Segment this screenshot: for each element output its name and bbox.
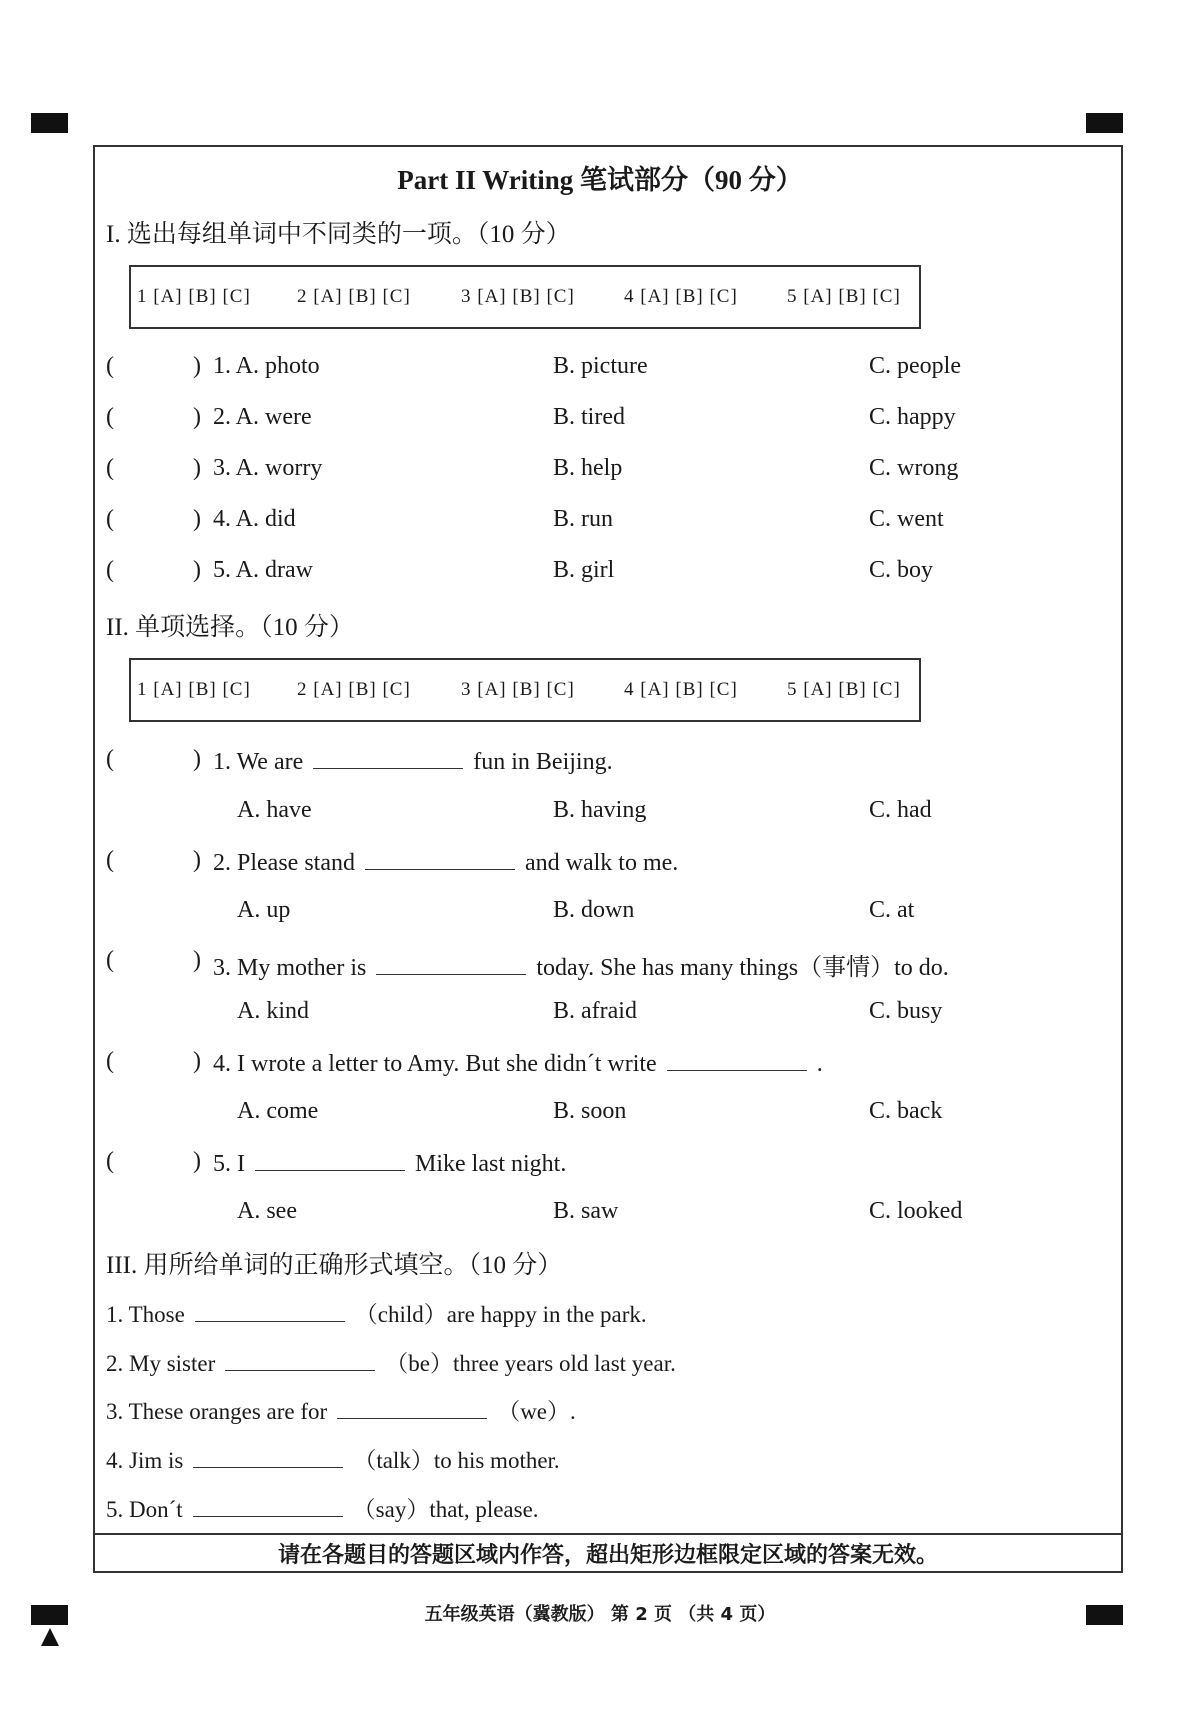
stem-before: 1. We are xyxy=(213,749,304,775)
option-b: B. saw xyxy=(553,1198,619,1224)
question-stem xyxy=(213,1148,566,1178)
fill-before: 5. Don´t xyxy=(106,1497,183,1522)
stem-after: and walk to me. xyxy=(524,850,679,876)
stem-after: . xyxy=(816,1051,823,1077)
answer-paren-open[interactable]: ( xyxy=(106,1148,114,1174)
section2-question xyxy=(0,847,1200,881)
section1-question xyxy=(0,557,1200,591)
stem-before: 2. Please stand xyxy=(213,850,355,876)
option-c: C. at xyxy=(869,897,915,923)
option-a: 2. A. were xyxy=(213,404,312,430)
answer-area-notice: 请在各题目的答题区域内作答，超出矩形边框限定区域的答案无效。 xyxy=(277,1543,938,1568)
options-row xyxy=(0,797,1200,831)
option-b: B. run xyxy=(553,506,613,532)
page-title: Part II Writing 笔试部分（90 分） xyxy=(397,165,803,195)
option-b: B. afraid xyxy=(553,998,637,1024)
fill-item xyxy=(106,1296,647,1329)
section1-question xyxy=(0,404,1200,438)
question-stem xyxy=(213,746,613,776)
fill-after: （we）. xyxy=(497,1399,576,1424)
fill-after: （say）that, please. xyxy=(352,1497,539,1522)
answer-sheet-cell[interactable]: 2 [A] [B] [C] xyxy=(297,679,411,700)
option-b: B. down xyxy=(553,897,635,923)
option-a: A. see xyxy=(237,1198,297,1224)
option-c: C. went xyxy=(869,506,944,532)
answer-blank[interactable] xyxy=(313,746,463,769)
answer-paren-close: ) xyxy=(193,506,201,532)
fill-after: （be）three years old last year. xyxy=(385,1351,676,1376)
section1-title: I. 选出每组单词中不同类的一项。（10 分） xyxy=(106,221,571,248)
answer-paren-close: ) xyxy=(193,746,201,772)
option-c: C. had xyxy=(869,797,932,823)
options-row xyxy=(0,897,1200,931)
answer-sheet-cell[interactable]: 1 [A] [B] [C] xyxy=(137,679,251,700)
stem-before: 4. I wrote a letter to Amy. But she didn´t write xyxy=(213,1051,657,1077)
answer-blank[interactable] xyxy=(193,1494,343,1517)
answer-blank[interactable] xyxy=(337,1396,487,1419)
answer-paren-close: ) xyxy=(193,455,201,481)
answer-paren-open[interactable]: ( xyxy=(106,506,114,532)
option-c: C. busy xyxy=(869,998,943,1024)
answer-blank[interactable] xyxy=(667,1048,807,1071)
option-a: A. have xyxy=(237,797,312,823)
answer-blank[interactable] xyxy=(255,1148,405,1171)
answer-blank[interactable] xyxy=(193,1445,343,1468)
option-c: C. boy xyxy=(869,557,934,583)
option-c: C. people xyxy=(869,353,961,379)
question-stem xyxy=(213,947,949,982)
option-a: 5. A. draw xyxy=(213,557,313,583)
fill-before: 2. My sister xyxy=(106,1351,216,1376)
answer-blank[interactable] xyxy=(195,1299,345,1322)
section2-question xyxy=(0,1148,1200,1182)
answer-paren-open[interactable]: ( xyxy=(106,847,114,873)
option-a: A. come xyxy=(237,1098,319,1124)
stem-after: Mike last night. xyxy=(415,1151,567,1177)
fill-item xyxy=(106,1345,676,1378)
stem-after: fun in Beijing. xyxy=(473,749,613,775)
section2-title: II. 单项选择。（10 分） xyxy=(106,614,354,641)
answer-paren-open[interactable]: ( xyxy=(106,455,114,481)
answer-paren-close: ) xyxy=(193,947,201,973)
section2-question xyxy=(0,1048,1200,1082)
answer-paren-open[interactable]: ( xyxy=(106,353,114,379)
option-c: C. happy xyxy=(869,404,956,430)
frame-divider xyxy=(93,1533,1123,1535)
answer-sheet-cell[interactable]: 2 [A] [B] [C] xyxy=(297,286,411,307)
question-stem xyxy=(213,847,678,877)
fill-before: 1. Those xyxy=(106,1302,185,1327)
answer-paren-close: ) xyxy=(193,847,201,873)
answer-paren-open[interactable]: ( xyxy=(106,746,114,772)
answer-sheet-cell[interactable]: 4 [A] [B] [C] xyxy=(624,679,738,700)
answer-paren-close: ) xyxy=(193,1148,201,1174)
answer-blank[interactable] xyxy=(376,952,526,975)
answer-paren-open[interactable]: ( xyxy=(106,1048,114,1074)
registration-mark-top-left xyxy=(31,113,68,133)
section1-question xyxy=(0,455,1200,489)
section1-question xyxy=(0,353,1200,387)
section2-answer-sheet xyxy=(129,658,921,722)
option-c: C. looked xyxy=(869,1198,963,1224)
answer-paren-close: ) xyxy=(193,353,201,379)
answer-sheet-cell[interactable]: 3 [A] [B] [C] xyxy=(461,286,575,307)
fill-before: 3. These oranges are for xyxy=(106,1399,328,1424)
option-b: B. having xyxy=(553,797,647,823)
answer-paren-open[interactable]: ( xyxy=(106,404,114,430)
options-row xyxy=(0,1098,1200,1132)
answer-sheet-cell[interactable]: 4 [A] [B] [C] xyxy=(624,286,738,307)
answer-sheet-cell[interactable]: 1 [A] [B] [C] xyxy=(137,286,251,307)
stem-before: 3. My mother is xyxy=(213,955,367,981)
option-a: A. up xyxy=(237,897,291,923)
fill-after: （talk）to his mother. xyxy=(353,1448,560,1473)
answer-blank[interactable] xyxy=(225,1348,375,1371)
section2-question xyxy=(0,746,1200,780)
option-b: B. soon xyxy=(553,1098,627,1124)
options-row xyxy=(0,998,1200,1032)
answer-sheet-cell[interactable]: 5 [A] [B] [C] xyxy=(787,679,901,700)
answer-paren-open[interactable]: ( xyxy=(106,557,114,583)
options-row xyxy=(0,1198,1200,1232)
option-b: B. girl xyxy=(553,557,615,583)
page-footer: 五年级英语（冀教版） 第 2 页 （共 4 页） xyxy=(424,1604,776,1625)
stem-after: today. She has many things（事情）to do. xyxy=(536,955,949,981)
answer-paren-close: ) xyxy=(193,1048,201,1074)
option-c: C. back xyxy=(869,1098,943,1124)
fill-item xyxy=(106,1442,560,1475)
registration-mark-top-right xyxy=(1086,113,1123,133)
answer-paren-close: ) xyxy=(193,404,201,430)
option-b: B. help xyxy=(553,455,623,481)
fill-before: 4. Jim is xyxy=(106,1448,184,1473)
fill-item xyxy=(106,1393,576,1426)
option-c: C. wrong xyxy=(869,455,959,481)
stem-before: 5. I xyxy=(213,1151,245,1177)
fill-after: （child）are happy in the park. xyxy=(354,1302,647,1327)
orientation-triangle-icon xyxy=(41,1628,59,1646)
answer-sheet-cell[interactable]: 3 [A] [B] [C] xyxy=(461,679,575,700)
section3-title: III. 用所给单词的正确形式填空。（10 分） xyxy=(106,1252,563,1279)
section1-question xyxy=(0,506,1200,540)
option-b: B. picture xyxy=(553,353,648,379)
option-a: 3. A. worry xyxy=(213,455,323,481)
answer-sheet-cell[interactable]: 5 [A] [B] [C] xyxy=(787,286,901,307)
fill-item xyxy=(106,1491,539,1524)
option-a: 4. A. did xyxy=(213,506,296,532)
answer-paren-close: ) xyxy=(193,557,201,583)
section2-question xyxy=(0,947,1200,981)
option-a: A. kind xyxy=(237,998,309,1024)
question-stem xyxy=(213,1048,823,1078)
answer-blank[interactable] xyxy=(365,847,515,870)
option-b: B. tired xyxy=(553,404,625,430)
answer-paren-open[interactable]: ( xyxy=(106,947,114,973)
option-a: 1. A. photo xyxy=(213,353,320,379)
section1-answer-sheet xyxy=(129,265,921,329)
